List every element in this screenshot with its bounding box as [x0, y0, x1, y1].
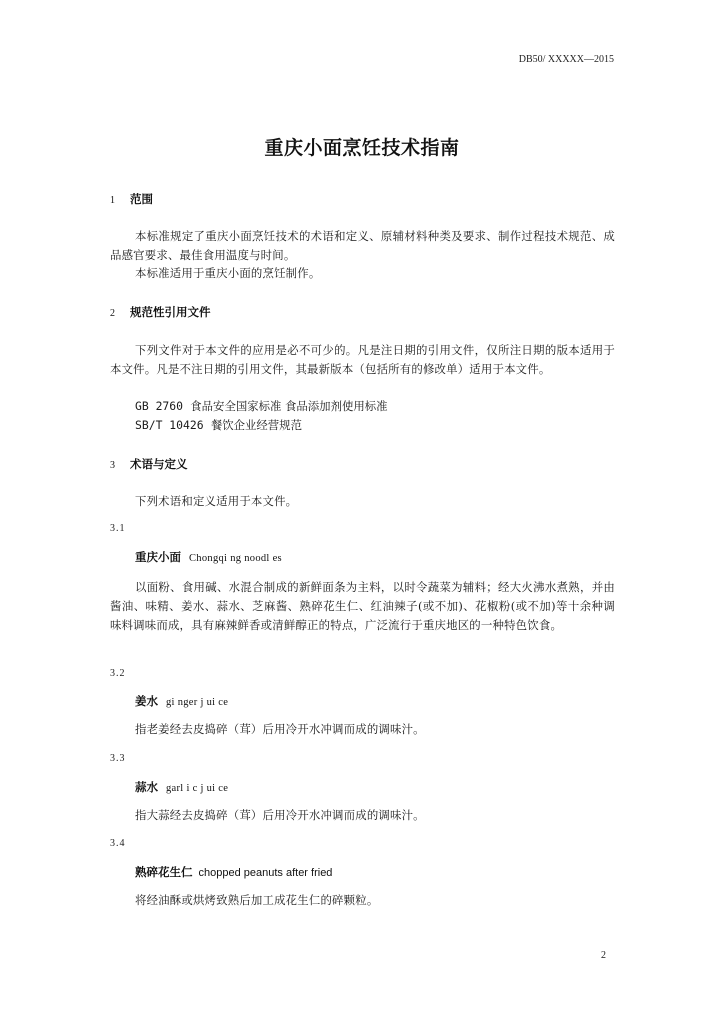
- term-english: chopped peanuts after fried: [198, 867, 333, 879]
- section-number: 1: [110, 195, 115, 206]
- section-1-paragraph-1: 本标准规定了重庆小面烹饪技术的术语和定义、原辅材料种类及要求、制作过程技术规范、成品感官要求、最佳食用温度与时间。: [110, 229, 615, 262]
- term-english: Chongqi ng noodl es: [189, 553, 282, 564]
- section-number: 2: [110, 308, 115, 319]
- section-title: 范围: [130, 192, 153, 206]
- section-1-heading: [110, 191, 153, 207]
- term-number: 3.4: [110, 838, 126, 849]
- document-header-code: DB50/ XXXXX—2015: [518, 54, 614, 65]
- term-english: garl i c j ui ce: [166, 783, 229, 794]
- reference-title: 餐饮企业经营规范: [210, 418, 302, 432]
- reference-item: [135, 398, 388, 414]
- section-2-heading: [110, 304, 211, 320]
- document-title: 重庆小面烹饪技术指南: [264, 137, 460, 159]
- term-chinese: 姜水: [135, 694, 158, 708]
- section-1-paragraph-2: 本标准适用于重庆小面的烹饪制作。: [135, 266, 321, 280]
- section-3-intro: 下列术语和定义适用于本文件。: [135, 494, 298, 508]
- term-heading: [135, 549, 282, 565]
- reference-code: SB/T 10426: [135, 418, 204, 432]
- term-chinese: 熟碎花生仁: [135, 865, 193, 879]
- term-heading: [135, 779, 228, 795]
- reference-code: GB 2760: [135, 399, 184, 413]
- term-definition: 以面粉、食用碱、水混合制成的新鲜面条为主料，以时令蔬菜为辅料；经大火沸水煮熟，并由酱油、味精、姜水、蒜水、芝麻酱、熟碎花生仁、红油辣子(或不加)、花椒粉(或不加)等十余种调味料调味而成，具有麻辣鲜香或清鲜醇正的特点，广泛流行于重庆地区的一种特色饮食。: [110, 580, 615, 632]
- term-definition: 指老姜经去皮捣碎（茸）后用冷开水冲调而成的调味汁。: [135, 722, 425, 736]
- term-definition: 将经油酥或烘烤致熟后加工成花生仁的碎颗粒。: [135, 893, 379, 907]
- section-2-paragraph-1: 下列文件对于本文件的应用是必不可少的。凡是注日期的引用文件，仅所注日期的版本适用于本文件。凡是不注日期的引用文件，其最新版本（包括所有的修改单）适用于本文件。: [110, 343, 615, 376]
- term-chinese: 重庆小面: [135, 550, 181, 564]
- section-title: 规范性引用文件: [130, 305, 211, 319]
- reference-title: 食品安全国家标准 食品添加剂使用标准: [190, 399, 388, 413]
- term-chinese: 蒜水: [135, 780, 158, 794]
- term-number: 3.2: [110, 668, 126, 679]
- section-number: 3: [110, 460, 115, 471]
- term-heading: [135, 693, 228, 709]
- term-definition: 指大蒜经去皮捣碎（茸）后用冷开水冲调而成的调味汁。: [135, 808, 425, 822]
- reference-item: [135, 417, 302, 433]
- page-number: 2: [601, 950, 606, 961]
- section-3-heading: [110, 456, 188, 472]
- term-number: 3.1: [110, 523, 126, 534]
- term-number: 3.3: [110, 753, 126, 764]
- term-english: gi nger j ui ce: [166, 697, 229, 708]
- term-heading: [135, 864, 332, 880]
- section-title: 术语与定义: [130, 457, 188, 471]
